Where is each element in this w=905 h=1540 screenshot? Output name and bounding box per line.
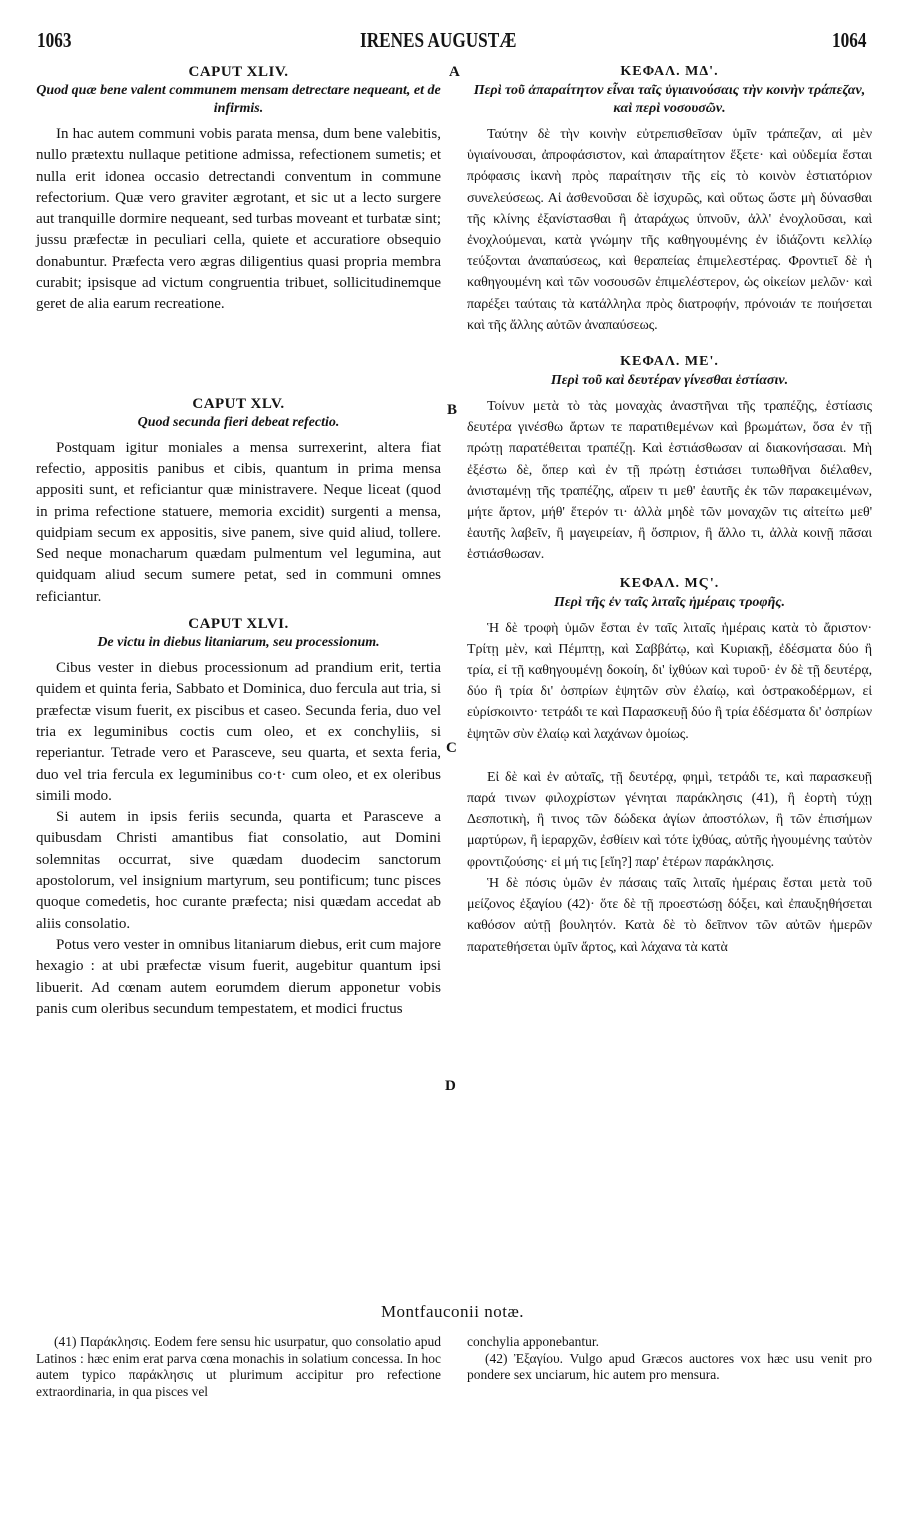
kephal-44-subtitle: Περὶ τοῦ ἀπαραίτητον εἶναι ταῖς ὑγιαινούσαις τὴν κοινὴν τράπεζαν, καὶ περὶ νοσουσῶν. [473,83,866,116]
page-number-right: 1064 [832,28,867,52]
caput-46-title: CAPUT XLVI. [188,616,289,633]
kephal-44-title: ΚΕΦΑΛ. ΜΔ'. [620,64,719,79]
caput-45-paragraph: Postquam igitur moniales a mensa surrexerint, altera fiat refectio, appositis panibus et cibis, quantum in prima mensa appositi sunt, et reficiantur quæ ministravere. Neque liceat (quod in prima refectione statuere, memoria excidit) surgenti a mensa, quidpiam secum ex appositis, sive panem, sive quid aliud, tollere. Sed neque monacharum quædam pulmentum vel legumina, aut quidquam aliud secum sumere petat, sed in communi omnes reficiantur. [36,439,441,605]
note-41: (41) Παράκλησις. Eodem fere sensu hic usurpatur, quo consolatio apud Latinos : hæc enim erat parva cœna monachis in solatium concessa. In hoc autem typico παράκλησις ut plurimum accipitur pro refectione extraordinaria, in qua pisces vel [36,1334,441,1399]
notes-heading: Montfauconii notæ. [380,1302,525,1321]
kephal-46-paragraph-3: Ἡ δὲ πόσις ὑμῶν ἐν πάσαις ταῖς λιταῖς ἡμέραις ἔσται μετὰ τοῦ μείζονος ἐξαγίου (42)· ὅτε δὲ τῇ προεστώσῃ δόξει, καὶ ἐπαυξηθήσεται καθόσον αὐτῇ βουλητόν. Κατὰ δὲ τὸ δεῖπνον τῶν αὐτῶν ἡμερῶν παρατεθήσεται ὑμῖν ἄρτος, καὶ λάχανα τὰ κατὰ [467,875,872,955]
caput-46-paragraph-2: Si autem in ipsis feriis secunda, quarta et Parasceve a quibusdam Christi amantibus fiat consolatio, aut Domini solemnitas occurrat, sive quædam duodecim sanctorum apostolorum, vel insignium martyrum, seu pontificum; tunc pisces quoque comedetis, hoc curante præfecta; nisi quædam accedat ab aliis consolatio. [36,809,441,932]
caput-44-subtitle: Quod quæ bene valent communem mensam detrectare nequeant, et de infirmis. [36,83,441,116]
notes-right-column [467,1334,872,1384]
caput-46-paragraph-3: Potus vero vester in omnibus litaniarum diebus, erit cum majore hexagio : at ubi præfectæ visum fuerit, augebitur quantum ipsi libuerit. Ad cœnam autem eorumdem dierum apponetur vobis panis cum oleribus secundum tempestatem, et modici fructus [36,936,441,1017]
caput-44-paragraph: In hac autem communi vobis parata mensa, dum bene valebitis, nullo prætextu nullaque petitione admissa, refectionem sumetis; et nulla erit idonea occasio detrectandi conventum in commune refectorium. Quæ vero graviter ægrotant, et sic ut a lecto surgere aut tranquille dormire nequeant, sed turbas moveant et turbatæ sint; jussu præfectæ in peculiari cella, quiete et accuratiore obsequio donabuntur. Præfecta vero ægras diligentius quasi propria membra curabit; ipsisque ad victum congruentia tribuet, sollicitudinemque geret de alia earum recreatione. [36,126,441,313]
margin-letter-b: B [447,402,458,418]
kephal-46-paragraph-2: Εἰ δὲ καὶ ἐν αὐταῖς, τῇ δευτέρᾳ, φημὶ, τετράδι τε, καὶ παρασκευῇ παρά τινων φιλοχρίστων γένηται παράκλησις (41), ἢ ἑορτὴ τύχῃ Δεσποτικὴ, ἢ τινος τῶν δώδεκα ἁγίων ἀποστόλων, ἢ τῶν ἐπισήμων μαρτύρων, ἢ ἱεραρχῶν, ἐσθίειν καὶ τότε ἰχθύας, αὐτῆς ἡγουμένης ταὐτὸν φροντιζούσης· εἰ μή τις [εἴη?] παρ' ἑτέρων παράκλησις. [467,769,872,870]
margin-letter-c: C [446,740,457,756]
notes-left-column [36,1334,441,1400]
caput-46-subtitle: De victu in diebus litaniarum, seu processionum. [97,635,380,651]
kephal-46-subtitle: Περὶ τῆς ἐν ταῖς λιταῖς ἡμέραις τροφῆς. [553,594,786,610]
margin-letter-d: D [445,1078,456,1094]
greek-column [467,62,872,958]
kephal-46-paragraph-1: Ἡ δὲ τροφὴ ὑμῶν ἔσται ἐν ταῖς λιταῖς ἡμέραις κατὰ τὸ ἄριστον· Τρίτῃ μὲν, καὶ Πέμπτῃ, καὶ Σαββάτῳ, καὶ Κυριακῇ, ἐδέσματα δύο ἢ τρία, εἰ τῇ καθηγουμένῃ δοκοίη, δι' ἰχθύων καὶ τυροῦ· ἐν δὲ τῇ δευτέρᾳ, δύο ἢ τρία δι' ὀσπρίων ἑψητῶν σὺν ἐλαίῳ, καὶ ὀστρακοδέρμων, εἰ εὑρίσκοιντο· τετράδι τε καὶ Παρασκευῇ δύο ἢ τρία ἐδέσματα δι' ὀσπρίων ἑψητῶν σὺν ἐλαίῳ καὶ λαχάνων ὁμοίως. [467,620,872,742]
page-number-left: 1063 [37,28,72,52]
caput-46-paragraph-1: Cibus vester in diebus processionum ad prandium erit, tertia quidem et quinta feria, Sabbato et Dominica, duo fercula aut tria, si præfectæ visum fuerit, ex piscibus et caseo. Secunda feria, duo vel tria ex leguminibus coctis cum oleo, et ex conchyliis, si reperiantur. Tetrade vero et Parasceve, seu quarta, et sexta feria, duo vel tria fercula ex leguminibus co·t· cum oleo, et ex oleribus simili modo. [36,660,441,804]
kephal-45-subtitle: Περὶ τοῦ καὶ δευτέραν γίνεσθαι ἑστίασιν. [550,373,789,389]
caput-45-title: CAPUT XLV. [192,395,285,412]
running-title: IRENES AUGUSTÆ [360,28,517,52]
kephal-46-title: ΚΕΦΑΛ. ΜϚ'. [619,575,720,591]
caput-44-title: CAPUT XLIV. [188,64,289,80]
kephal-44-paragraph: Ταύτην δὲ τὴν κοινὴν εὐτρεπισθεῖσαν ὑμῖν τράπεζαν, αἱ μὲν ὑγιαίνουσαι, ἀπροφάσιστον, καὶ ἀπαραίτητον ἕξετε· καὶ οὐδεμία ἔσται πρόφασις ἱκανὴ πρὸς παραίτησιν τῆς εἰς τὸ κοινὸν ἑστιατόριον συνελεύσεως. Αἱ ἀσθενοῦσαι δὲ ἰσχυρῶς, καὶ οὕτως ὥστε μὴ δύνασθαι τῆς κλίνης ἐξανίστασθαι ἢ ἀταράχως ὑπνοῦν, ἀλλ' ἐνοχλοῦσαι, καὶ ἐνοχλούμεναι, κατὰ γνώμην τῆς καθηγουμένης ἐν ἰδιάζοντι κελλίῳ τεύξονται ἀναπαύσεως, καὶ θεραπείας ἐπιμελεστέρας. Φροντιεῖ δὲ ἡ καθηγουμένη καὶ τῶν νοσουσῶν ἐπιμελέστερον, ὡς οἰκείων μελῶν· καὶ παρέξει ταύταις τὰ κατάλληλα πρὸς διατροφήν, πρόνοιάν τε ποιήσεται καὶ τῆς ἄλλης αὐτῶν ἀναπαύσεως. [467,127,872,333]
kephal-45-title: ΚΕΦΑΛ. ΜΕ'. [620,354,719,370]
page-header [0,28,905,62]
note-42: (42) Ἐξαγίου. Vulgo apud Græcos auctores vox hæc usu venit pro pondere sex unciarum, hic autem pro mensura. [467,1350,872,1382]
margin-letter-a: A [449,64,460,80]
latin-column [36,62,441,1020]
caput-45-subtitle: Quod secunda fieri debeat refectio. [137,414,340,430]
note-41-continued: conchylia apponebantur. [467,1334,599,1349]
kephal-45-paragraph: Τοίνυν μετὰ τὸ τὰς μοναχὰς ἀναστῆναι τῆς τραπέζης, ἑστίασις δευτέρα γινέσθω ἄρτων τε παρατιθεμένων καὶ βρωμάτων, ὅσα ἐν τῇ πρώτῃ παρατέθειται τραπέζῃ. Καὶ ἑστιάσθωσαν αἱ διακονήσασαι. Μὴ ἐξέστω δὲ, ὅπερ καὶ ἐν τῇ πρώτῃ ἑστιάσει τυπωθῆναι διέλαθεν, ἀνισταμένῃ τῆς τραπέζης, αἴρειν τι μεθ' ἑαυτῆς ἐκ τῶν παρακειμένων, μήτε ἄρτον, μήθ' ἕτερόν τι· ἀλλὰ μηδὲ τῶν μοναχῶν τις αἰτείτω μεθ' ἑαυτῆς λαβεῖν, ἢ μαγειρείαν, ἢ ὄσπριον, ἢ ἄλλο τι, ἀλλὰ κοινῇ πᾶσαι ἑστιάσθωσαν. [467,399,872,563]
